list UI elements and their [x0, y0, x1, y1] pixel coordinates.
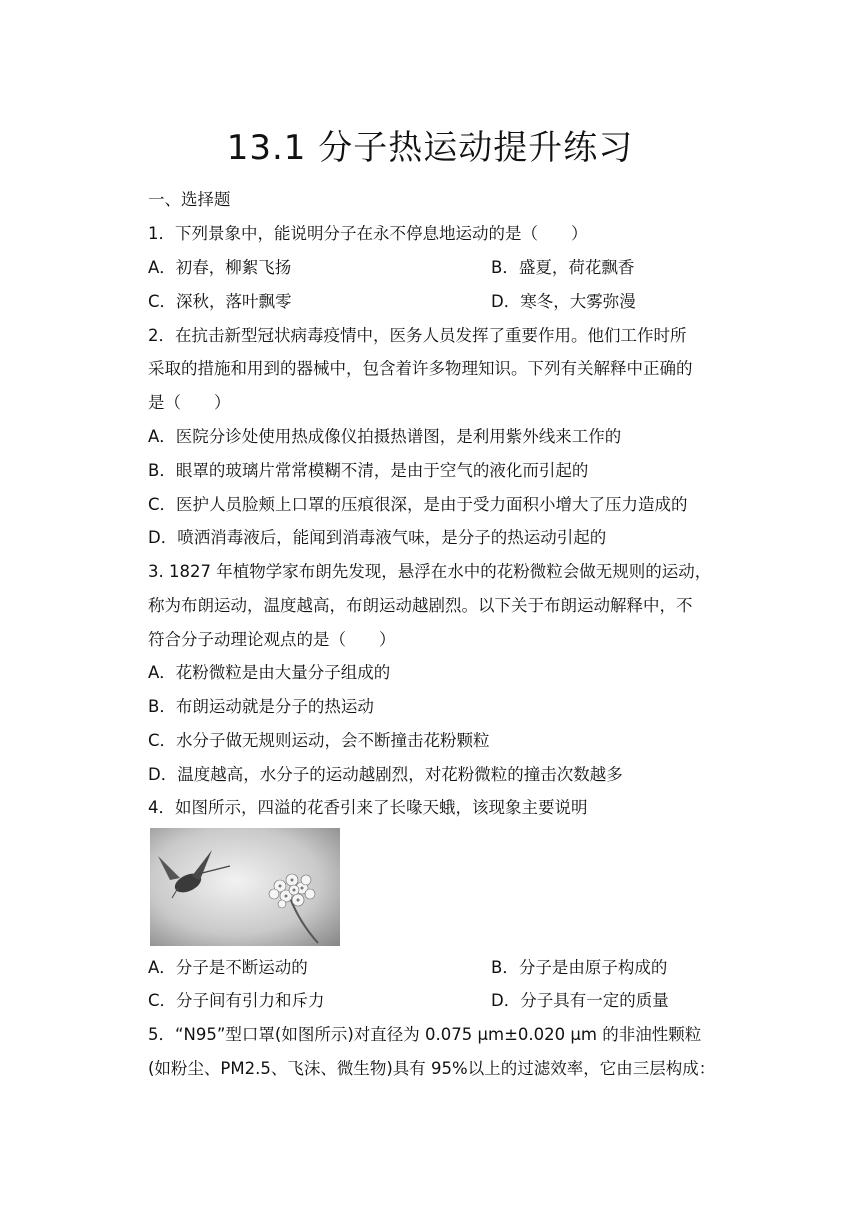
q4-stem: 4．如图所示，四溢的花香引来了长喙天蛾，该现象主要说明 [148, 798, 588, 817]
q5-stem-line: 5．“N95”型口罩(如图所示)对直径为 0.075 μm±0.020 μm 的非油性颗粒 [148, 1025, 702, 1044]
q3-stem-line: 3. 1827 年植物学家布朗先发现，悬浮在水中的花粉微粒会做无规则的运动， [148, 562, 712, 581]
q3-stem-line: 符合分子动理论观点的是（ ） [148, 630, 396, 649]
q3-stem-line: 称为布朗运动，温度越高，布朗运动越剧烈。以下关于布朗运动解释中，不 [148, 596, 693, 615]
q2-option-b: B．眼罩的玻璃片常常模糊不清，是由于空气的液化而引起的 [148, 461, 589, 480]
q5-stem-line: (如粉尘、PM2.5、飞沫、微生物)具有 95%以上的过滤效率，它由三层构成： [148, 1059, 716, 1078]
q2-option-d: D．喷洒消毒液后，能闻到消毒液气味，是分子的热运动引起的 [148, 528, 607, 547]
q4-option-a: A．分子是不断运动的 [148, 958, 308, 977]
q2-stem-line: 是（ ） [148, 393, 231, 412]
q1-stem: 1．下列景象中，能说明分子在永不停息地运动的是（ ） [148, 224, 588, 243]
q1-option-b: B．盛夏，荷花飘香 [491, 258, 635, 277]
q4-option-c: C．分子间有引力和斥力 [148, 991, 325, 1010]
q2-stem-line: 采取的措施和用到的器械中，包含着许多物理知识。下列有关解释中正确的 [148, 359, 693, 378]
q4-option-d: D．分子具有一定的质量 [491, 991, 669, 1010]
q4-option-b: B．分子是由原子构成的 [491, 958, 668, 977]
section-heading: 一、选择题 [148, 190, 231, 209]
q3-option-d: D．温度越高，水分子的运动越剧烈，对花粉微粒的撞击次数越多 [148, 765, 623, 784]
q2-option-c: C．医护人员脸颊上口罩的压痕很深，是由于受力面积小增大了压力造成的 [148, 495, 688, 514]
q3-option-b: B．布朗运动就是分子的热运动 [148, 697, 374, 716]
q1-option-c: C．深秋，落叶飘零 [148, 292, 292, 311]
q3-option-a: A．花粉微粒是由大量分子组成的 [148, 663, 391, 682]
page-title: 13.1 分子热运动提升练习 [226, 128, 634, 168]
q2-stem-line: 2．在抗击新型冠状病毒疫情中，医务人员发挥了重要作用。他们工作时所 [148, 326, 687, 345]
q3-option-c: C．水分子做无规则运动，会不断撞击花粉颗粒 [148, 731, 490, 750]
q1-option-d: D．寒冬，大雾弥漫 [491, 292, 636, 311]
q1-option-a: A．初春，柳絮飞扬 [148, 258, 292, 277]
moth-flower-image [150, 828, 340, 946]
q2-option-a: A．医院分诊处使用热成像仪拍摄热谱图，是利用紫外线来工作的 [148, 427, 622, 446]
